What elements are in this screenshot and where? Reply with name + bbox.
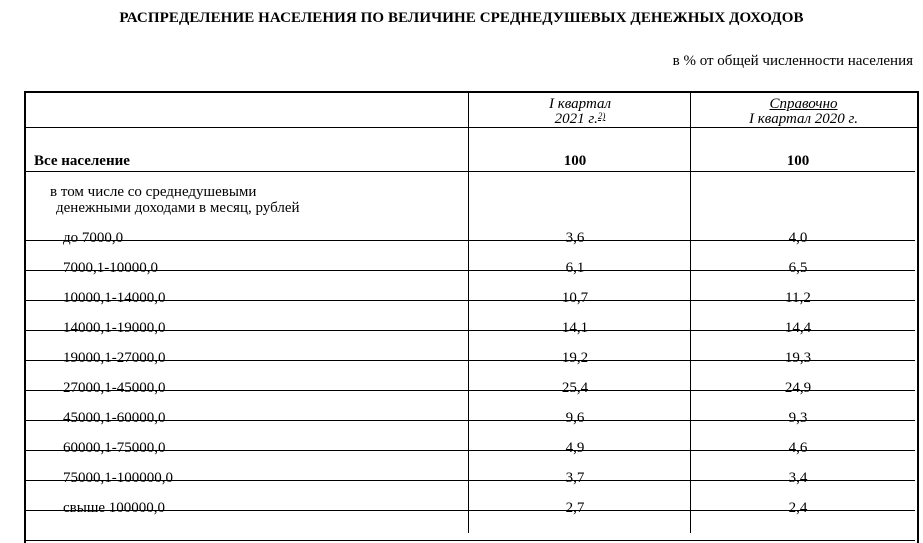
column-header-2021-line1: I квартал bbox=[548, 96, 612, 112]
footnote-marker: 2) bbox=[597, 111, 606, 121]
value-2021: 9,6 bbox=[565, 410, 585, 426]
column-divider-2 bbox=[690, 93, 691, 533]
value-2021: 10,7 bbox=[561, 290, 589, 306]
income-range-label: 75000,1-100000,0 bbox=[63, 470, 173, 486]
value-2021: 2,7 bbox=[565, 500, 585, 516]
column-header-2021 bbox=[470, 97, 690, 127]
value-2020: 11,2 bbox=[785, 290, 811, 306]
column-header-2020-line2: I квартал 2020 г. bbox=[749, 111, 858, 127]
row-divider bbox=[26, 171, 915, 172]
value-2021: 6,1 bbox=[565, 260, 585, 276]
units-note: в % от общей численности населения bbox=[672, 53, 913, 69]
value-2020: 19,3 bbox=[784, 350, 812, 366]
column-header-2020-line1: Справочно bbox=[769, 96, 838, 112]
income-range-label: 19000,1-27000,0 bbox=[63, 350, 166, 366]
total-value-2020: 100 bbox=[786, 153, 810, 169]
value-2020: 14,4 bbox=[784, 320, 812, 336]
column-header-2021-year: 2021 г. bbox=[554, 111, 598, 127]
value-2020: 9,3 bbox=[788, 410, 808, 426]
income-range-label: до 7000,0 bbox=[63, 230, 124, 246]
total-label: Все население bbox=[34, 153, 130, 169]
income-range-label: 60000,1-75000,0 bbox=[63, 440, 166, 456]
value-2020: 24,9 bbox=[784, 380, 812, 396]
row-divider bbox=[26, 540, 915, 541]
column-divider-1 bbox=[468, 93, 469, 533]
value-2021: 14,1 bbox=[561, 320, 589, 336]
value-2020: 4,0 bbox=[788, 230, 808, 246]
value-2021: 4,9 bbox=[565, 440, 585, 456]
value-2020: 2,4 bbox=[788, 500, 808, 516]
total-value-2021: 100 bbox=[563, 153, 587, 169]
page-title: РАСПРЕДЕЛЕНИЕ НАСЕЛЕНИЯ ПО ВЕЛИЧИНЕ СРЕДНЕДУШЕВЫХ ДЕНЕЖНЫХ ДОХОДОВ bbox=[119, 10, 804, 26]
value-2021: 3,6 bbox=[565, 230, 585, 246]
column-header-2020 bbox=[692, 97, 915, 127]
income-range-label: 45000,1-60000,0 bbox=[63, 410, 166, 426]
subheader-line2: денежными доходами в месяц, рублей bbox=[56, 200, 300, 216]
income-range-label: 10000,1-14000,0 bbox=[63, 290, 166, 306]
income-range-label: свыше 100000,0 bbox=[63, 500, 166, 516]
value-2021: 19,2 bbox=[561, 350, 589, 366]
subheader-line1: в том числе со среднедушевыми bbox=[50, 184, 257, 200]
value-2021: 3,7 bbox=[565, 470, 585, 486]
header-rule bbox=[24, 127, 917, 128]
value-2020: 3,4 bbox=[788, 470, 808, 486]
value-2020: 4,6 bbox=[788, 440, 808, 456]
value-2020: 6,5 bbox=[788, 260, 808, 276]
income-range-label: 27000,1-45000,0 bbox=[63, 380, 166, 396]
column-header-2021-line2 bbox=[470, 112, 690, 127]
income-range-label: 7000,1-10000,0 bbox=[63, 260, 158, 276]
income-range-label: 14000,1-19000,0 bbox=[63, 320, 166, 336]
value-2021: 25,4 bbox=[561, 380, 589, 396]
